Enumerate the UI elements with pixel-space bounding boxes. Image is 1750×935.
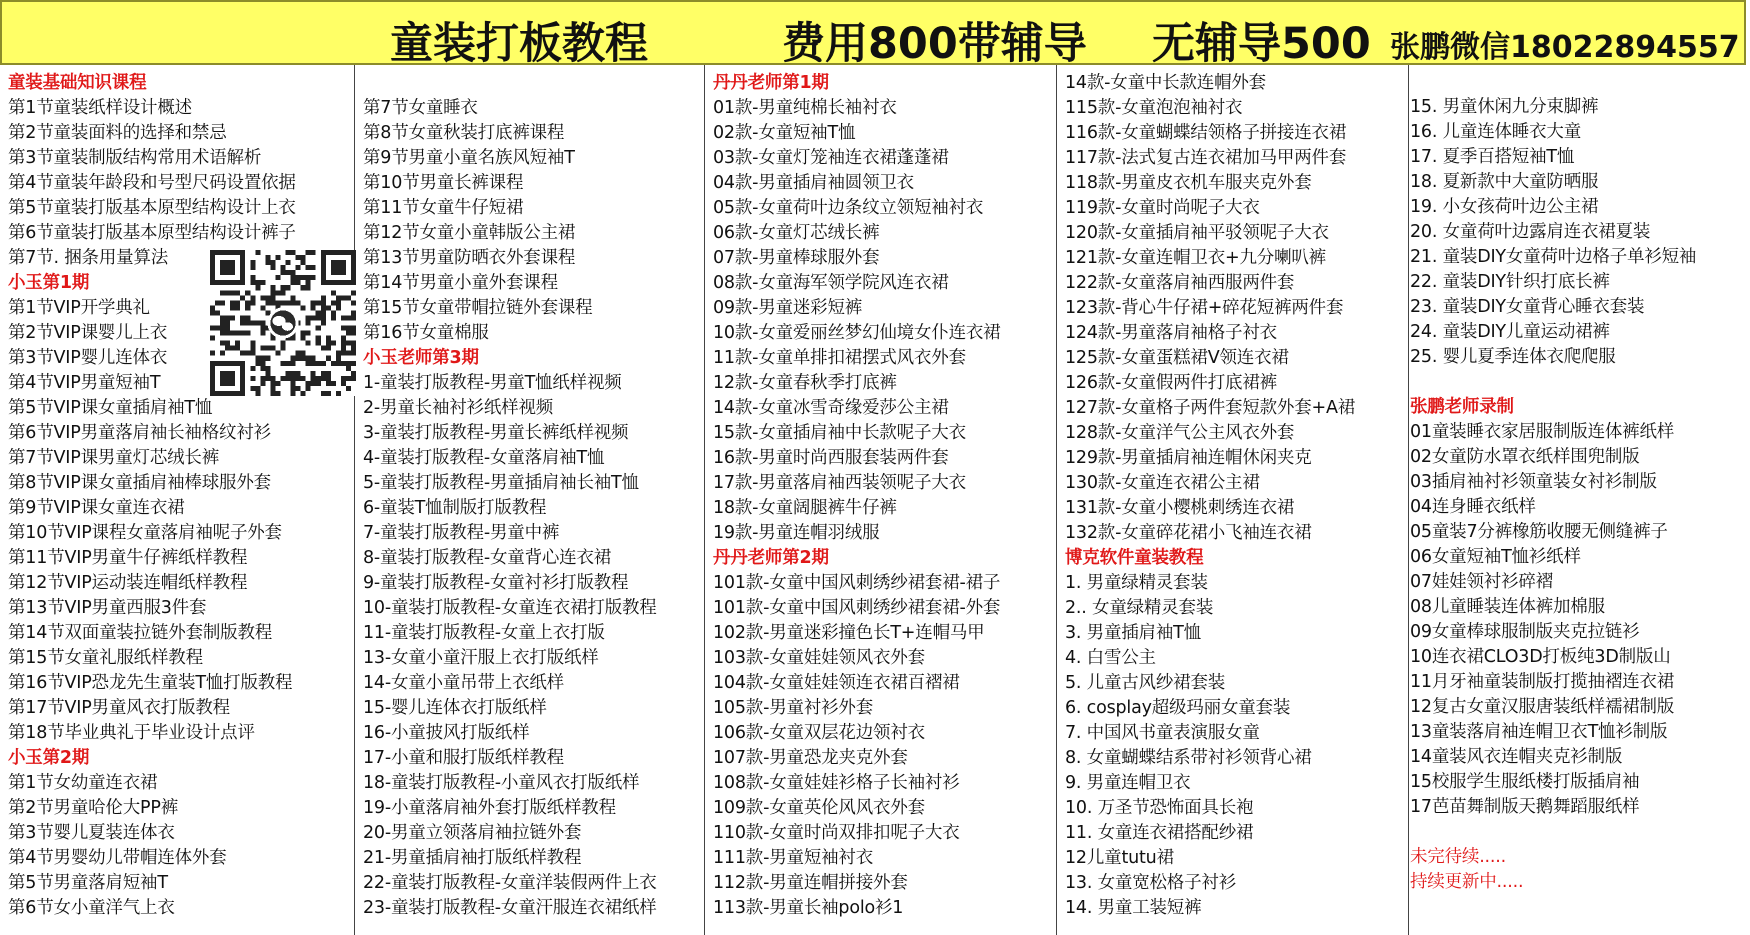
course-item: 3-童装打版教程-男童长裤纸样视频	[363, 423, 629, 443]
course-item: 10-童装打版教程-女童连衣裙打版教程	[363, 598, 657, 618]
course-item: 第2节VIP课婴儿上衣	[8, 323, 168, 343]
course-item: 05款-女童荷叶边条纹立领短袖衬衣	[713, 198, 984, 218]
course-item: 111款-男童短袖衬衣	[713, 848, 874, 868]
course-item: 9. 男童连帽卫衣	[1065, 773, 1191, 793]
course-item: 第8节VIP课女童插肩袖棒球服外套	[8, 473, 271, 493]
course-item: 14款-女童中长款连帽外套	[1065, 73, 1266, 93]
course-item: 12复古女童汉服唐装纸样襦裙制版	[1410, 697, 1675, 717]
course-item: 102款-男童迷彩撞色长T+连帽马甲	[713, 623, 985, 643]
course-item: 11-童装打版教程-女童上衣打版	[363, 623, 605, 643]
course-item: 第17节VIP男童风衣打版教程	[8, 698, 230, 718]
course-item: 第5节男童落肩短袖T	[8, 873, 168, 893]
course-item: 12儿童tutu裙	[1065, 848, 1174, 868]
course-item: 14-女童小童吊带上衣纸样	[363, 673, 564, 693]
course-item: 第12节女童小童韩版公主裙	[363, 223, 576, 243]
course-item: 07娃娃领衬衫碎褶	[1410, 572, 1553, 592]
course-item: 117款-法式复古连衣裙加马甲两件套	[1065, 148, 1347, 168]
course-item: 126款-女童假两件打底裙裤	[1065, 373, 1277, 393]
course-item: 7. 中国风书童表演服女童	[1065, 723, 1260, 743]
course-item: 06女童短袖T恤衫纸样	[1410, 547, 1581, 567]
course-item: 17. 夏季百搭短袖T恤	[1410, 147, 1575, 167]
course-item: 106款-女童双层花边领衬衣	[713, 723, 925, 743]
section-heading: 小玉第1期	[8, 273, 90, 293]
course-item: 132款-女童碎花裙小飞袖连衣裙	[1065, 523, 1312, 543]
course-item: 23. 童装DIY女童背心睡衣套装	[1410, 297, 1645, 317]
course-item: 25. 婴儿夏季连体衣爬爬服	[1410, 347, 1616, 367]
section-heading: 博克软件童装教程	[1065, 548, 1204, 568]
course-item: 第11节女童牛仔短裙	[363, 198, 524, 218]
course-item: 14. 男童工装短裤	[1065, 898, 1202, 918]
course-item: 22. 童装DIY针织打底长裤	[1410, 272, 1610, 292]
section-heading: 小玉老师第3期	[363, 348, 479, 368]
section-heading: 小玉第2期	[8, 748, 90, 768]
course-item: 11款-女童单排扣裙摆式风衣外套	[713, 348, 966, 368]
course-item: 18款-女童阔腿裤牛仔裤	[713, 498, 897, 518]
section-heading: 童装基础知识课程	[8, 73, 147, 93]
course-item: 10款-女童爱丽丝梦幻仙境女仆连衣裙	[713, 323, 1001, 343]
course-item: 5-童装打版教程-男童插肩袖长袖T恤	[363, 473, 639, 493]
status-note: 持续更新中.....	[1410, 872, 1524, 892]
course-item: 128款-女童洋气公主风衣外套	[1065, 423, 1295, 443]
course-item: 第1节女幼童连衣裙	[8, 773, 158, 793]
course-item: 2-男童长袖衬衫纸样视频	[363, 398, 554, 418]
course-item: 第1节VIP开学典礼	[8, 298, 150, 318]
title-banner	[0, 0, 1746, 69]
course-item: 第6节VIP男童落肩袖长袖格纹衬衫	[8, 423, 271, 443]
course-item: 16款-男童时尚西服套装两件套	[713, 448, 949, 468]
course-item: 第18节毕业典礼于毕业设计点评	[8, 723, 255, 743]
course-item: 第4节男婴幼儿带帽连体外套	[8, 848, 227, 868]
course-item: 16-小童披风打版纸样	[363, 723, 530, 743]
course-item: 第4节童装年龄段和号型尺码设置依据	[8, 173, 296, 193]
course-column-4	[1057, 65, 1409, 935]
course-item: 22-童装打版教程-女童洋装假两件上衣	[363, 873, 657, 893]
course-item: 115款-女童泡泡袖衬衣	[1065, 98, 1243, 118]
course-item: 5. 儿童古风纱裙套装	[1065, 673, 1226, 693]
course-item: 17-小童和服打版纸样教程	[363, 748, 564, 768]
course-item: 109款-女童英伦风风衣外套	[713, 798, 925, 818]
course-item: 24. 童装DIY儿童运动裙裤	[1410, 322, 1610, 342]
status-note: 未完待续.....	[1410, 847, 1507, 867]
course-item: 119款-女童时尚呢子大衣	[1065, 198, 1260, 218]
course-item: 6-童装T恤制版打版教程	[363, 498, 547, 518]
course-item: 8-童装打版教程-女童背心连衣裙	[363, 548, 612, 568]
course-item: 9-童装打版教程-女童衬衫打版教程	[363, 573, 629, 593]
course-item: 107款-男童恐龙夹克外套	[713, 748, 908, 768]
course-item: 15款-女童插肩袖中长款呢子大衣	[713, 423, 966, 443]
course-item	[1409, 820, 1750, 845]
course-item: 14款-女童冰雪奇缘爱莎公主裙	[713, 398, 949, 418]
course-item: 19. 小女孩荷叶边公主裙	[1410, 197, 1599, 217]
course-item: 15-婴儿连体衣打版纸样	[363, 698, 547, 718]
banner-fee-with-tutoring: 费用800带辅导	[782, 19, 1087, 69]
course-item: 05童装7分裤橡筋收腰无侧缝裤子	[1410, 522, 1668, 542]
course-item: 第7节VIP课男童灯芯绒长裤	[8, 448, 220, 468]
section-heading: 丹丹老师第2期	[713, 548, 829, 568]
course-item: 130款-女童连衣裙公主裙	[1065, 473, 1260, 493]
course-item: 第13节VIP男童西服3件套	[8, 598, 207, 618]
course-item: 116款-女童蝴蝶结领格子拼接连衣裙	[1065, 123, 1347, 143]
course-item: 16. 儿童连体睡衣大童	[1410, 122, 1581, 142]
course-item: 13童装落肩袖连帽卫衣T恤衫制版	[1410, 722, 1668, 742]
course-item: 01款-男童纯棉长袖衬衣	[713, 98, 897, 118]
course-column-2	[355, 65, 705, 935]
course-item	[1409, 370, 1750, 395]
course-item: 3. 男童插肩袖T恤	[1065, 623, 1201, 643]
course-item: 08儿童睡装连体裤加棉服	[1410, 597, 1605, 617]
course-item: 第14节男童小童外套课程	[363, 273, 558, 293]
banner-fee-without-tutoring: 无辅导500	[1152, 19, 1371, 69]
course-item: 101款-女童中国风刺绣纱裙套裙-外套	[713, 598, 1001, 618]
course-item: 第5节VIP课女童插肩袖T恤	[8, 398, 213, 418]
course-item: 21. 童装DIY女童荷叶边格子单衫短袖	[1410, 247, 1697, 267]
course-item: 123款-背心牛仔裙+碎花短裤两件套	[1065, 298, 1344, 318]
course-item: 104款-女童娃娃领连衣裙百褶裙	[713, 673, 960, 693]
course-item: 112款-男童连帽拼接外套	[713, 873, 908, 893]
course-item: 第10节男童长裤课程	[363, 173, 524, 193]
course-item: 03款-女童灯笼袖连衣裙蓬蓬裙	[713, 148, 949, 168]
course-item: 02款-女童短袖T恤	[713, 123, 856, 143]
course-item: 07款-男童棒球服外套	[713, 248, 880, 268]
course-item: 08款-女童海军领学院风连衣裙	[713, 273, 949, 293]
course-item: 12款-女童春秋季打底裤	[713, 373, 897, 393]
course-item: 120款-女童插肩袖平驳领呢子大衣	[1065, 223, 1329, 243]
course-item: 第11节VIP男童牛仔裤纸样教程	[8, 548, 248, 568]
course-item: 19-小童落肩袖外套打版纸样教程	[363, 798, 616, 818]
course-item: 第5节童装打版基本原型结构设计上衣	[8, 198, 296, 218]
course-item: 14童装风衣连帽夹克衫制版	[1410, 747, 1623, 767]
course-item: 第16节女童棉服	[363, 323, 489, 343]
course-item: 113款-男童长袖polo衫1	[713, 898, 904, 918]
course-item: 第3节童装制版结构常用术语解析	[8, 148, 262, 168]
course-item: 10. 万圣节恐怖面具长袍	[1065, 798, 1254, 818]
course-item: 20-男童立领落肩袖拉链外套	[363, 823, 582, 843]
course-item: 第1节童装纸样设计概述	[8, 98, 192, 118]
course-item: 21-男童插肩袖打版纸样教程	[363, 848, 582, 868]
course-item: 23-童装打版教程-女童汗服连衣裙纸样	[363, 898, 657, 918]
course-item: 11. 女童连衣裙搭配纱裙	[1065, 823, 1254, 843]
course-column-1	[0, 65, 355, 935]
wechat-qr-code-icon	[210, 250, 356, 396]
course-item: 第14节双面童装拉链外套制版教程	[8, 623, 273, 643]
course-item: 11月牙袖童装制版打揽抽褶连衣裙	[1410, 672, 1675, 692]
course-item: 129款-男童插肩袖连帽休闲夹克	[1065, 448, 1312, 468]
course-item: 122款-女童落肩袖西服两件套	[1065, 273, 1295, 293]
course-item: 06款-女童灯芯绒长裤	[713, 223, 880, 243]
course-item: 04款-男童插肩袖圆领卫衣	[713, 173, 914, 193]
course-item: 第6节童装打版基本原型结构设计裤子	[8, 223, 296, 243]
course-item: 118款-男童皮衣机车服夹克外套	[1065, 173, 1312, 193]
course-item: 8. 女童蝴蝶结系带衬衫领背心裙	[1065, 748, 1312, 768]
course-item: 第12节VIP运动装连帽纸样教程	[8, 573, 248, 593]
course-item: 121款-女童连帽卫衣+九分喇叭裤	[1065, 248, 1326, 268]
course-column-3	[705, 65, 1057, 935]
course-item: 第13节男童防晒衣外套课程	[363, 248, 576, 268]
course-item: 125款-女童蛋糕裙V领连衣裙	[1065, 348, 1289, 368]
course-item: 第2节男童哈伦大PP裤	[8, 798, 179, 818]
course-item: 第7节. 捆条用量算法	[8, 248, 169, 268]
course-item: 6. cosplay超级玛丽女童套装	[1065, 698, 1291, 718]
course-item: 103款-女童娃娃领风衣外套	[713, 648, 925, 668]
course-item: 18-童装打版教程-小童风衣打版纸样	[363, 773, 640, 793]
course-item: 17款-男童落肩袖西装领呢子大衣	[713, 473, 966, 493]
course-item: 13-女童小童汗服上衣打版纸样	[363, 648, 599, 668]
course-item: 03插肩袖衬衫领童装女衬衫制版	[1410, 472, 1657, 492]
section-heading: 张鹏老师录制	[1410, 397, 1514, 417]
course-item: 17芭苗舞制版天鹅舞蹈服纸样	[1410, 797, 1640, 817]
course-item: 第3节VIP婴儿连体衣	[8, 348, 168, 368]
course-item: 105款-男童衬衫外套	[713, 698, 874, 718]
course-item: 第6节女小童洋气上衣	[8, 898, 175, 918]
course-item: 108款-女童娃娃衫格子长袖衬衫	[713, 773, 960, 793]
course-item: 127款-女童格子两件套短款外套+A裙	[1065, 398, 1356, 418]
course-item: 13. 女童宽松格子衬衫	[1065, 873, 1236, 893]
course-item: 1-童装打版教程-男童T恤纸样视频	[363, 373, 622, 393]
course-item: 第15节女童带帽拉链外套课程	[363, 298, 593, 318]
course-item: 4-童装打版教程-女童落肩袖T恤	[363, 448, 605, 468]
course-item: 19款-男童连帽羽绒服	[713, 523, 880, 543]
course-item: 第16节VIP恐龙先生童装T恤打版教程	[8, 673, 293, 693]
course-item: 7-童装打版教程-男童中裤	[363, 523, 560, 543]
course-item: 15. 男童休闲九分束脚裤	[1410, 97, 1599, 117]
course-item: 第3节婴儿夏装连体衣	[8, 823, 175, 843]
course-item: 09款-男童迷彩短裤	[713, 298, 863, 318]
course-item: 18. 夏新款中大童防晒服	[1410, 172, 1599, 192]
course-item: 第10节VIP课程女童落肩袖呢子外套	[8, 523, 282, 543]
course-item: 第15节女童礼服纸样教程	[8, 648, 203, 668]
course-item: 4. 白雪公主	[1065, 648, 1156, 668]
banner-contact: 张鹏微信18022894557	[1390, 30, 1740, 65]
course-item: 10连衣裙CLO3D打板纯3D制版山	[1410, 647, 1671, 667]
section-heading: 丹丹老师第1期	[713, 73, 829, 93]
course-item: 第7节女童睡衣	[363, 98, 478, 118]
banner-title: 童装打板教程	[390, 19, 648, 69]
course-item: 124款-男童落肩袖格子衬衣	[1065, 323, 1277, 343]
course-item: 101款-女童中国风刺绣纱裙套裙-裙子	[713, 573, 1001, 593]
course-item: 02女童防水罩衣纸样围兜制版	[1410, 447, 1640, 467]
course-item: 第4节VIP男童短袖T	[8, 373, 161, 393]
course-list-grid	[0, 65, 1750, 935]
course-item: 第9节男童小童名族风短袖T	[363, 148, 575, 168]
course-item: 15校服学生服纸楼打版插肩袖	[1410, 772, 1640, 792]
course-item: 131款-女童小樱桃刺绣连衣裙	[1065, 498, 1295, 518]
course-item: 09女童棒球服制版夹克拉链衫	[1410, 622, 1640, 642]
course-item: 110款-女童时尚双排扣呢子大衣	[713, 823, 960, 843]
course-item: 20. 女童荷叶边露肩连衣裙夏装	[1410, 222, 1651, 242]
course-column-5	[1409, 65, 1750, 935]
course-item	[355, 71, 704, 96]
course-item: 第2节童装面料的选择和禁忌	[8, 123, 227, 143]
course-item: 2.. 女童绿精灵套装	[1065, 598, 1214, 618]
course-item: 第9节VIP课女童连衣裙	[8, 498, 185, 518]
course-item: 01童装睡衣家居服制版连体裤纸样	[1410, 422, 1675, 442]
course-item: 第8节女童秋装打底裤课程	[363, 123, 565, 143]
course-item: 1. 男童绿精灵套装	[1065, 573, 1208, 593]
course-item: 04连身睡衣纸样	[1410, 497, 1536, 517]
